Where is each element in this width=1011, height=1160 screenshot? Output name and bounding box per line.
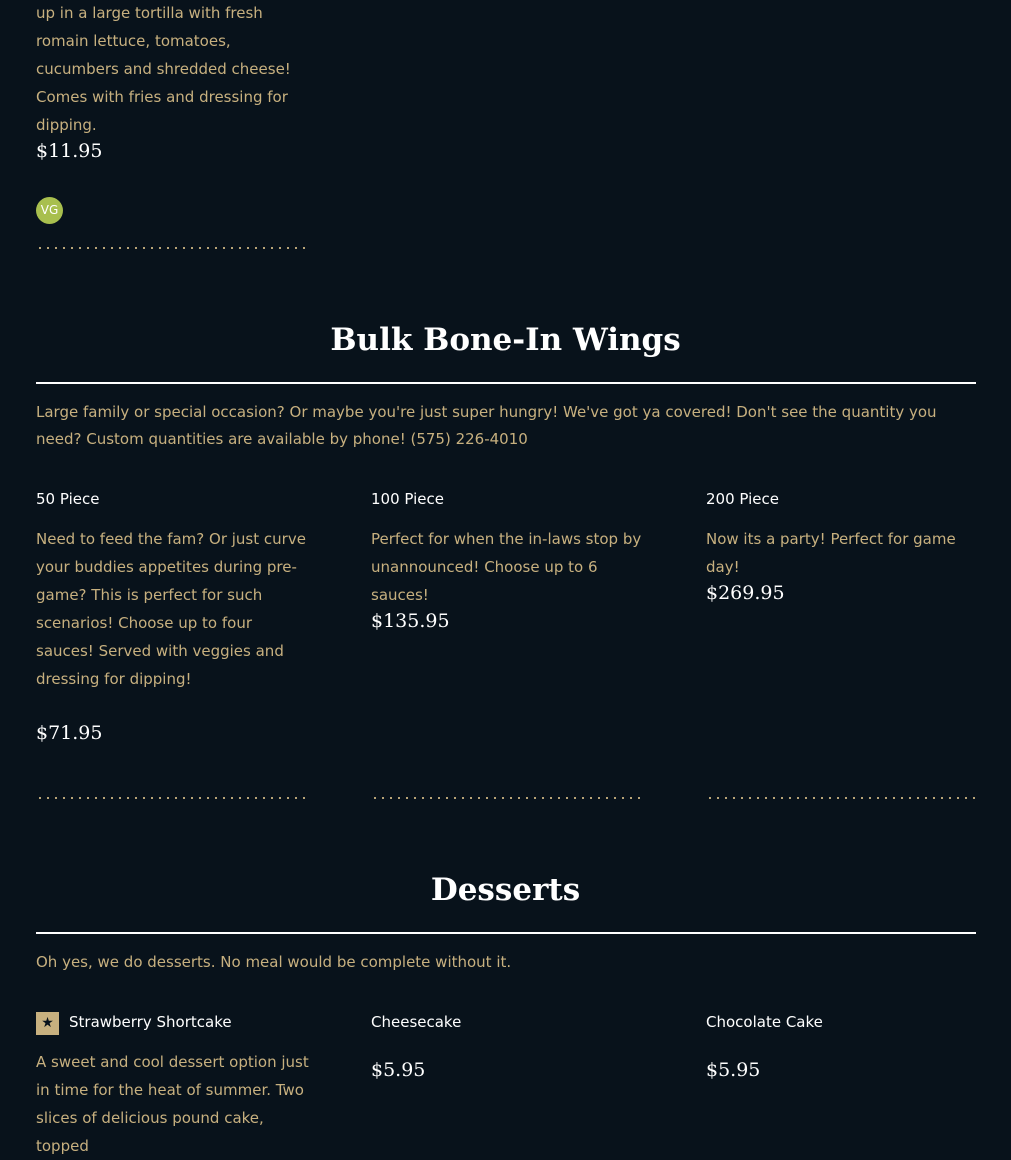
menu-item-title: 100 Piece [371, 490, 444, 508]
menu-item-price: $269.95 [706, 582, 785, 604]
menu-item-price: $135.95 [371, 610, 450, 632]
item-divider [36, 797, 306, 799]
menu-item-description: Now its a party! Perfect for game day! [706, 530, 956, 576]
menu-item-price: $5.95 [706, 1059, 761, 1081]
menu-item-title: Cheesecake [371, 1013, 462, 1031]
item-description: up in a large tortilla with fresh romain lettuce, tomatoes, cucumbers and shredded cheese! Comes with fries and dressing for dipping. [36, 4, 291, 134]
section-rule [36, 382, 976, 384]
menu-item-title: 200 Piece [706, 490, 779, 508]
item-price: $11.95 [36, 140, 103, 162]
section-description-wings: Large family or special occasion? Or maybe you're just super hungry! We've got ya covered! Don't see the quantity you need? Custom quantities are available by phone! (575) 226-4010 [36, 403, 937, 448]
menu-item-title: Chocolate Cake [706, 1013, 823, 1031]
star-icon: ★ [36, 1012, 59, 1035]
section-title-wings: Bulk Bone-In Wings [330, 322, 681, 358]
item-divider [36, 247, 306, 249]
menu-item-description: A sweet and cool dessert option just in time for the heat of summer. Two slices of delicious pound cake, topped [36, 1053, 309, 1155]
section-rule [36, 932, 976, 934]
menu-item-description: Need to feed the fam? Or just curve your buddies appetites during pre-game? This is perfect for such scenarios! Choose up to four sauces! Served with veggies and dressing for dipping! [36, 530, 306, 688]
section-title-desserts: Desserts [430, 872, 581, 908]
menu-item-title: Strawberry Shortcake [69, 1013, 232, 1031]
item-divider [706, 797, 976, 799]
menu-item-price: $5.95 [371, 1059, 426, 1081]
menu-item-title: 50 Piece [36, 490, 100, 508]
item-divider [371, 797, 641, 799]
menu-item-price: $71.95 [36, 722, 103, 744]
section-description-desserts: Oh yes, we do desserts. No meal would be complete without it. [36, 953, 512, 971]
menu-item-description: Perfect for when the in-laws stop by unannounced! Choose up to 6 sauces! [371, 530, 642, 604]
vegetarian-badge: VG [36, 197, 63, 224]
